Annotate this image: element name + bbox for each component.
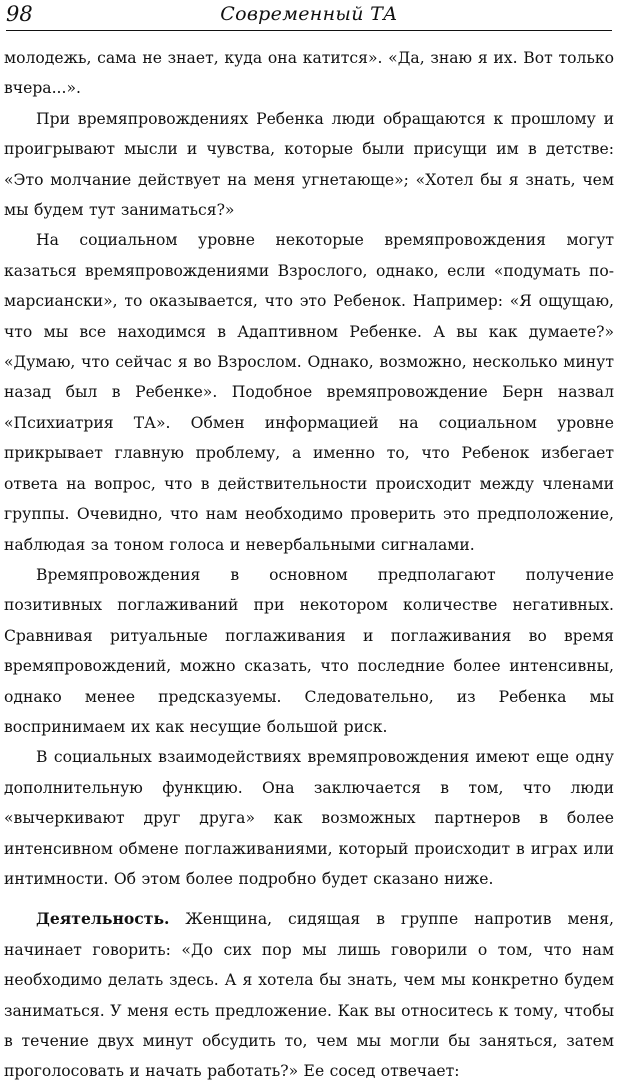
section-term-activity: Деятельность. xyxy=(36,909,170,929)
paragraph-continuation: молодежь, сама не знает, куда она катится». «Да, знаю я их. Вот только вчера...». xyxy=(4,49,614,98)
paragraph-activity xyxy=(4,904,614,1086)
paragraph-strokes: Времяпровождения в основном предполагают получение позитивных поглаживаний при некотором количестве негативных. Сравнивая ритуальные поглаживания и поглаживания во время времяпровождений, можно сказать, что последние более интенсивны, однако менее предсказуемы. Следовательно, из Ребенка мы воспринимаем их как несущие большой риск. xyxy=(4,565,614,736)
paragraph-additional-function: В социальных взаимодействиях времяпровождения имеют еще одну дополнительную функцию. Она заключается в том, что люди «вычеркивают друг друга» как возможных партнеров в более интенсивном обмене поглаживаниями, который происходит в играх или интимности. Об этом более подробно будет сказано ниже. xyxy=(4,748,614,888)
paragraph-activity-text: Женщина, сидящая в группе напротив меня, начинает говорить: «До сих пор мы лишь говорили о том, что нам необходимо делать здесь. А я хотела бы знать, чем мы конкретно будем заниматься. У меня есть предложение. Как вы относитесь к тому, чтобы в течение двух минут обсудить то, чем мы могли бы заняться, затем проголосовать и начать работать?» Ее сосед отвечает: xyxy=(4,910,614,1081)
paragraph-child-pastimes: При времяпровождениях Ребенка люди обращаются к прошлому и проигрывают мысли и чувства, которые были присущи им в детстве: «Это молчание действует на меня угнетающе»; «Хотел бы я знать, чем мы будем тут заниматься?» xyxy=(4,109,614,220)
paragraph-social-level: На социальном уровне некоторые времяпровождения могут казаться времяпровождениями Взрослого, однако, если «подумать по-марсиански», то оказывается, что это Ребенок. Например: «Я ощущаю, что мы все находимся в Адаптивном Ребенке. А вы как думаете?» «Думаю, что сейчас я во Взрослом. Однако, возможно, несколько минут назад был в Ребенке». Подобное времяпровождение Берн назвал «Психиатрия ТА». Обмен информацией на социальном уровне прикрывает главную проблему, а именно то, что Ребенок избегает ответа на вопрос, что в действительности происходит между членами группы. Очевидно, что нам необходимо проверить это предположение, наблюдая за тоном голоса и невербальными сигналами. xyxy=(4,231,614,554)
running-head xyxy=(6,0,612,31)
page-number: 98 xyxy=(6,2,33,26)
body-text xyxy=(4,43,614,1087)
running-title: Современный ТА xyxy=(220,3,398,25)
